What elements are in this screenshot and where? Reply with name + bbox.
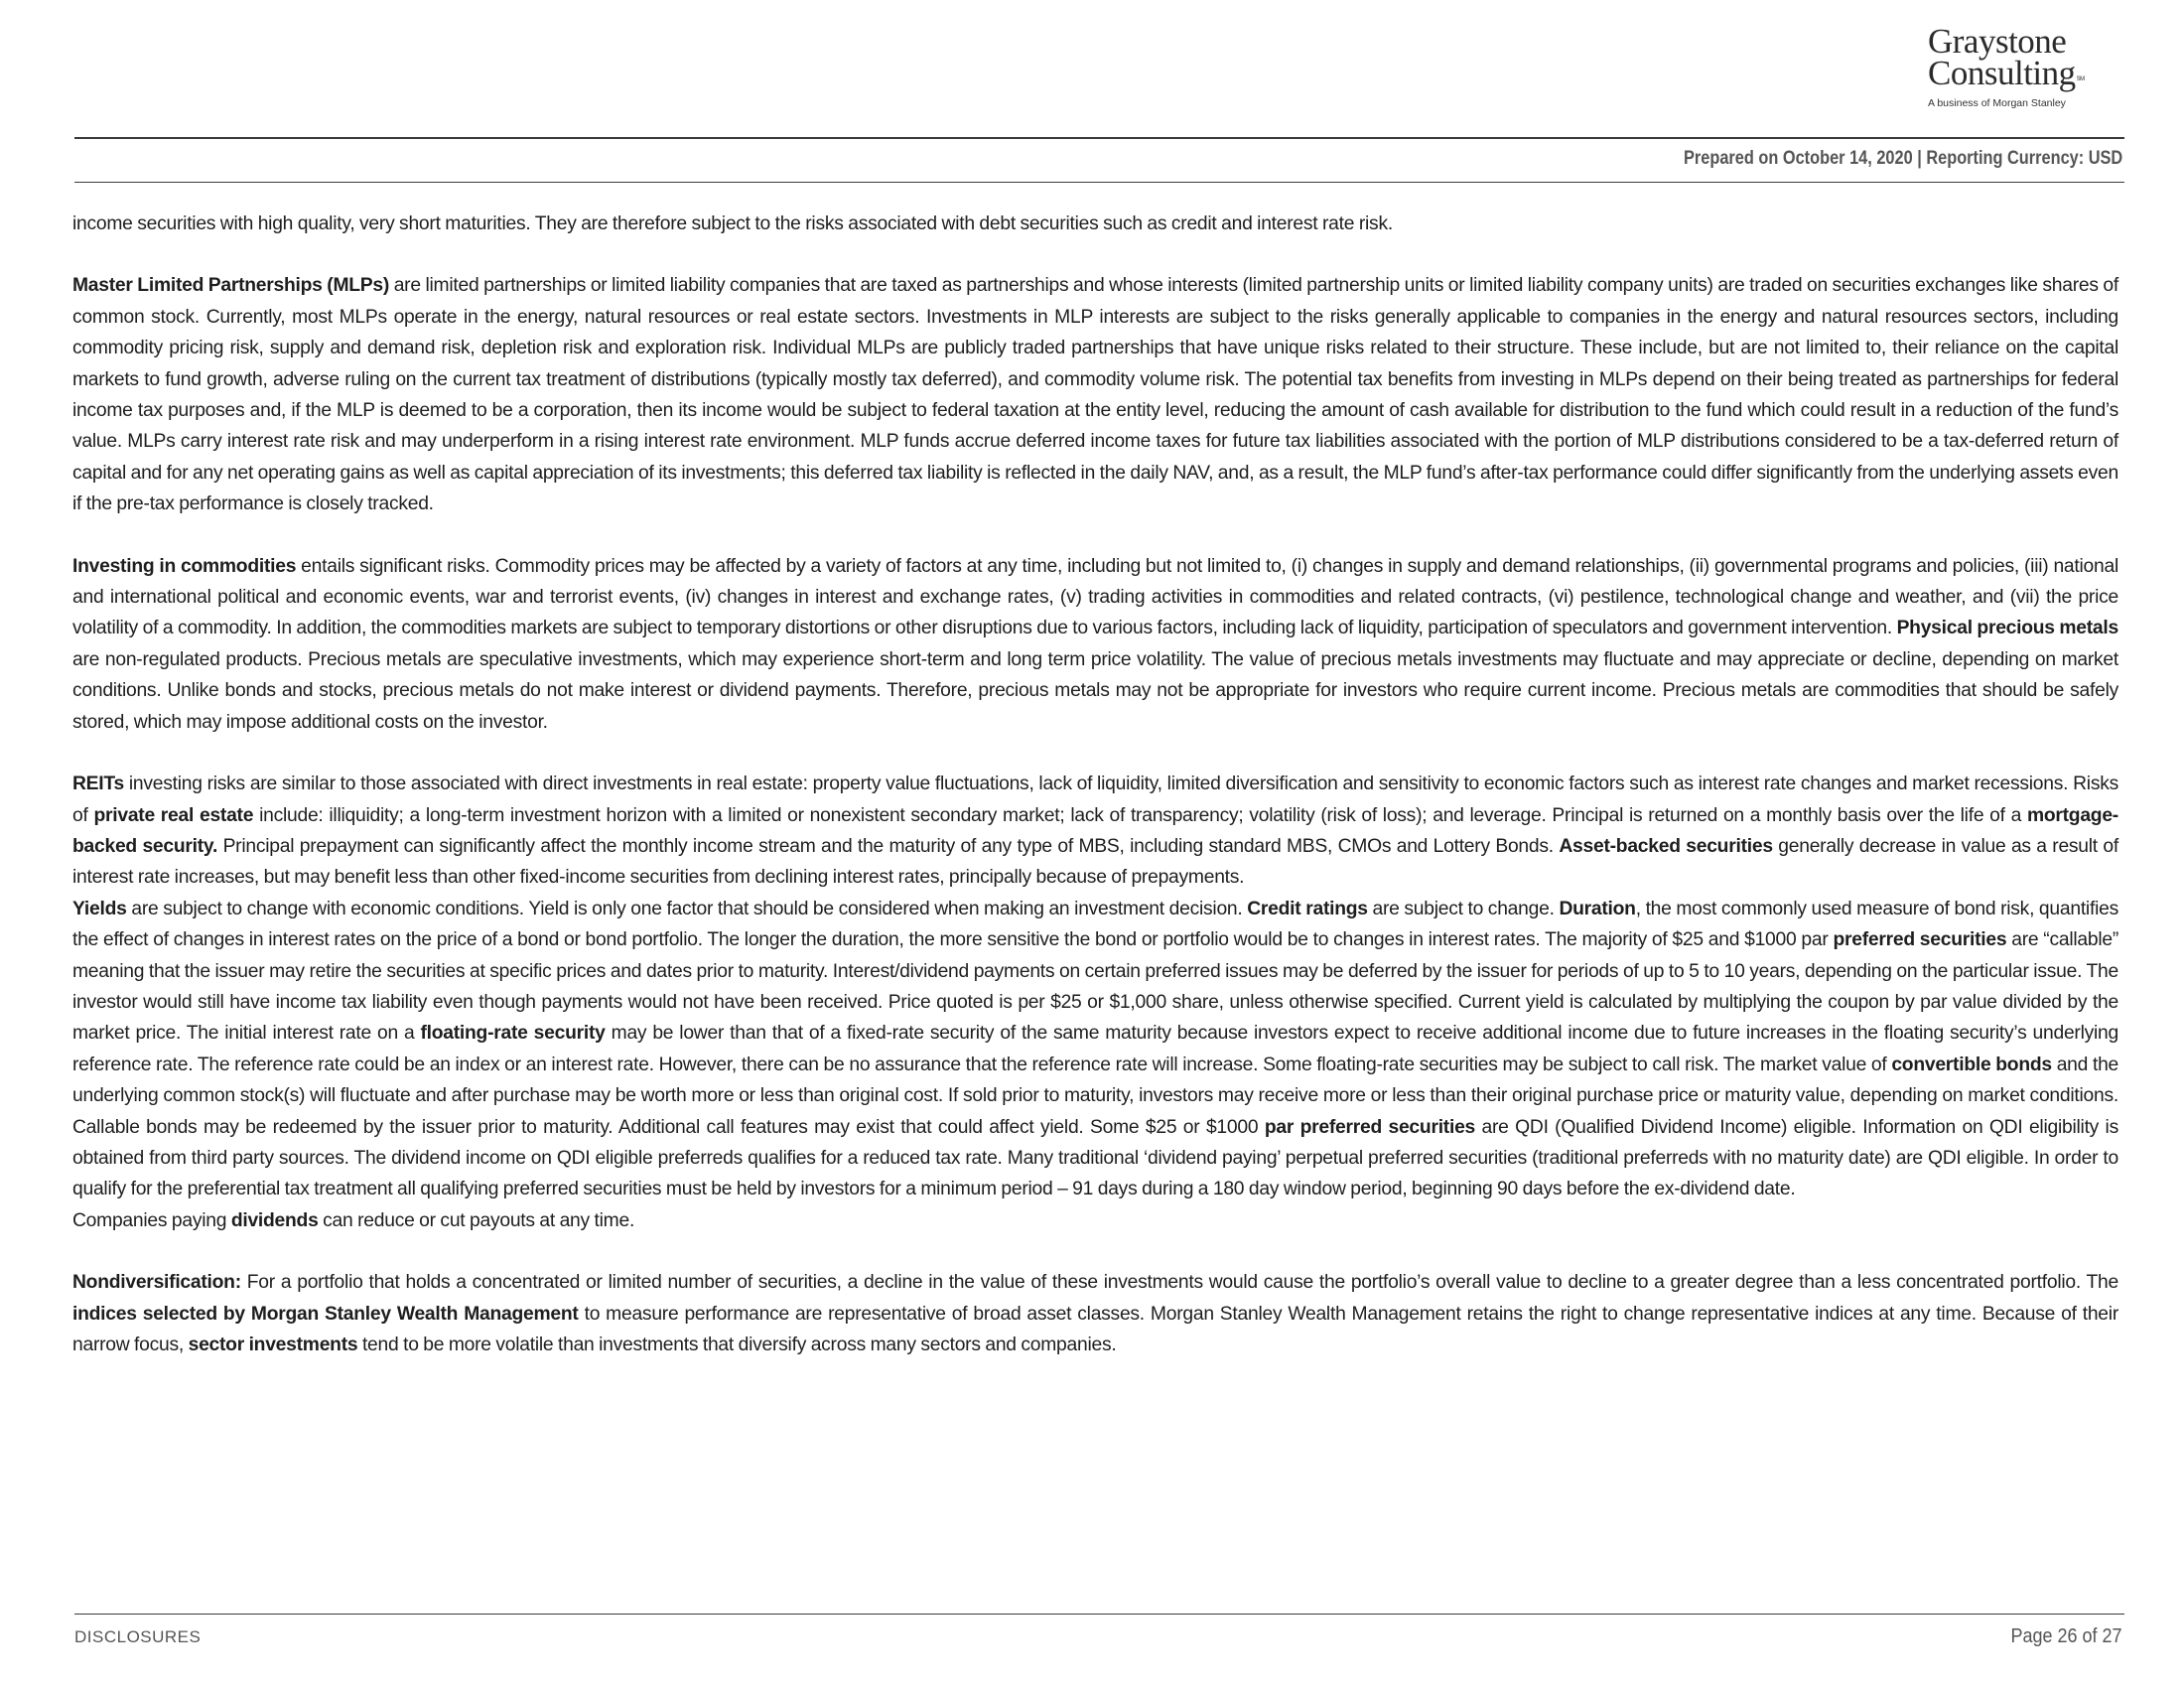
text-yields-6: and the underlying common stock(s) will fluctuate and after purchase may be worth more or less than original cost. If sold prior to maturity, investors may receive more or less than their original purchase price or maturity value, depending on market conditions. Callable bonds may be redeemed by the issuer prior to maturity. Additional call features may exist that could affect yield. Some $25 or $1000 [72,1054,2119,1138]
term-sector-investments: sector investments [188,1335,358,1355]
prepared-date-currency: Prepared on October 14, 2020 | Reporting Currency: USD [1683,148,2122,169]
text-reits-4: generally decrease in value as a result of interest rate increases, but may benefit less than other fixed-income securities from declining interest rates, principally because of prepayments. [72,835,2118,889]
logo-service-mark: SM [2076,76,2085,82]
graystone-consulting-logo [1928,22,2107,109]
text-reits-3: Principal prepayment can significantly affect the monthly income stream and the maturity of any type of MBS, including standard MBS, CMOs and Lottery Bonds. [217,835,1560,857]
term-yields: Yields [72,898,127,919]
text-yields-1: are subject to change with economic conditions. Yield is only one factor that should be considered when making an investment decision. [126,898,1248,919]
term-preferred-securities: preferred securities [1833,929,2007,951]
term-nondiversification: Nondiversification: [72,1272,241,1294]
term-convertible-bonds: convertible bonds [1891,1054,2052,1075]
paragraph-reits [72,769,2118,894]
logo-line-consulting [1928,54,2107,92]
term-commodities: Investing in commodities [72,555,297,577]
term-credit-ratings: Credit ratings [1247,898,1368,919]
text-yields-3: , the most commonly used measure of bond risk, quantifies the effect of changes in interest rates on the price of a bond or bond portfolio. The longer the duration, the more sensitive the bond or portfolio would be to changes in interest rates. The majority of $25 and $1000 par [72,898,2118,951]
text-mlps: are limited partnerships or limited liability companies that are taxed as partnerships and whose interests (limited partnership units or limited liability company units) are traded on securities exchanges like shares of common stock. Currently, most MLPs operate in the energy, natural resources or real estate sectors. Investments in MLP interests are subject to the risks generally applicable to companies in the energy and natural resources sectors, including commodity pricing risk, supply and demand risk, depletion risk and exploration risk. Individual MLPs are publicly traded partnerships that have unique risks related to their structure. These include, but are not limited to, their reliance on the capital markets to fund growth, adverse ruling on the current tax treatment of distributions (typically mostly tax deferred), and commodity volume risk. The potential tax benefits from investing in MLPs depend on their being treated as partnerships for federal income tax purposes and, if the MLP is deemed to be a corporation, then its income would be subject to federal taxation at the entity level, reducing the amount of cash available for distribution to the fund which could result in a reduction of the fund’s value. MLPs carry interest rate risk and may underperform in a rising interest rate environment. MLP funds accrue deferred income taxes for future tax liabilities associated with the portion of MLP distributions considered to be a tax-deferred return of capital and for any net operating gains as well as capital appreciation of its investments; this deferred tax liability is reflected in the daily NAV, and, as a result, the MLP fund’s after-tax performance could differ significantly from the underlying assets even if the pre-tax performance is closely tracked. [72,275,2118,515]
term-mbs: mortgage-backed security. [72,804,2118,857]
paragraph-income-securities: income securities with high quality, very short maturities. They are therefore subject to the risks associated with debt securities such as credit and interest rate risk. [72,213,1393,234]
logo-line-graystone: Graystone [1928,22,2067,61]
paragraph-commodities [72,551,2118,738]
text-yields-5: may be lower than that of a fixed-rate security of the same maturity because investors expect to receive additional income due to future increases in the floating security’s underlying reference rate. The reference rate could be an index or an interest rate. However, there can be no assurance that the reference rate will increase. Some floating-rate securities may be subject to call risk. The market value of [72,1023,2118,1075]
disclosure-body [72,209,2118,1360]
text-dividends-1: Companies paying [72,1209,231,1231]
text-dividends-2: can reduce or cut payouts at any time. [318,1209,635,1231]
text-yields-2: are subject to change. [1367,898,1560,919]
logo-consulting-text: Consulting [1928,54,2076,92]
subheader-divider [74,182,2124,183]
paragraph-mlps [72,270,2118,519]
term-mlps: Master Limited Partnerships (MLPs) [72,275,390,297]
paragraph-dividends [72,1205,2118,1236]
paragraph-nondiversification [72,1267,2118,1360]
footer-section-label: DISCLOSURES [74,1627,202,1646]
term-reits: REITs [72,774,124,795]
text-commodities-2: are non-regulated products. Precious metals are speculative investments, which may experience short-term and long term price volatility. The value of precious metals investments may fluctuate and may appreciate or decline, depending on market conditions. Unlike bonds and stocks, precious metals do not make interest or dividend payments. Therefore, precious metals may not be appropriate for investors who require current income. Precious metals are commodities that should be safely stored, which may impose additional costs on the investor. [72,648,2118,733]
text-commodities-1: entails significant risks. Commodity prices may be affected by a variety of factors at any time, including but not limited to, (i) changes in supply and demand relationships, (ii) governmental programs and policies, (iii) national and international political and economic events, war and terrorist events, (iv) changes in interest and exchange rates, (v) trading activities in commodities and related contracts, (vi) pestilence, technological change and weather, and (vii) the price volatility of a commodity. In addition, the commodities markets are subject to temporary distortions or other disruptions due to various factors, including lack of liquidity, participation of speculators and government intervention. [72,555,2118,639]
term-indices: indices selected by Morgan Stanley Wealth Management [72,1303,579,1325]
text-reits-2: include: illiquidity; a long-term investment horizon with a limited or nonexistent secondary market; lack of transparency; volatility (risk of loss); and leverage. Principal is returned on a monthly basis over the life of a [253,804,2027,826]
text-reits-1: investing risks are similar to those associated with direct investments in real estate: property value fluctuations, lack of liquidity, limited diversification and sensitivity to economic factors such as interest rate changes and market recessions. Risks of [72,774,2118,826]
header-divider [74,137,2124,139]
term-precious-metals: Physical precious metals [1896,618,2118,639]
logo-tagline: A business of Morgan Stanley [1928,97,2066,109]
text-nondiv-2: to measure performance are representative of broad asset classes. Morgan Stanley Wealth Management retains the right to change representative indices at any time. Because of their narrow focus, [72,1303,2118,1355]
term-duration: Duration [1559,898,1636,919]
footer-divider [74,1614,2124,1615]
page-number: Page 26 of 27 [2010,1625,2122,1647]
term-floating-rate: floating-rate security [420,1023,606,1045]
term-private-real-estate: private real estate [93,804,254,826]
term-par-preferred: par preferred securities [1264,1116,1476,1138]
paragraph-yields [72,894,2118,1205]
text-yields-4: are “callable” meaning that the issuer may retire the securities at specific prices and dates prior to maturity. Interest/dividend payments on certain preferred issues may be deferred by the issuer for periods of up to 5 to 10 years, depending on the particular issue. The investor would still have income tax liability even though payments would not have been received. Price quoted is per $25 or $1,000 share, unless otherwise specified. Current yield is calculated by multiplying the coupon by par value divided by the market price. The initial interest rate on a [72,929,2119,1045]
text-yields-7: are QDI (Qualified Dividend Income) eligible. Information on QDI eligibility is obtained from third party sources. The dividend income on QDI eligible preferreds qualifies for a reduced tax rate. Many traditional ‘dividend paying’ perpetual preferred securities (traditional preferreds with no maturity date) are QDI eligible. In order to qualify for the preferential tax treatment all qualifying preferred securities must be held by investors for a minimum period – 91 days during a 180 day window period, beginning 90 days before the ex-dividend date. [72,1116,2118,1200]
text-nondiv-3: tend to be more volatile than investments that diversify across many sectors and companies. [357,1335,1117,1355]
term-abs: Asset-backed securities [1559,835,1773,857]
term-dividends: dividends [230,1209,319,1231]
text-nondiv-1: For a portfolio that holds a concentrated or limited number of securities, a decline in the value of these investments would cause the portfolio’s overall value to decline to a greater degree than a less concentrated portfolio. The [240,1272,2118,1294]
